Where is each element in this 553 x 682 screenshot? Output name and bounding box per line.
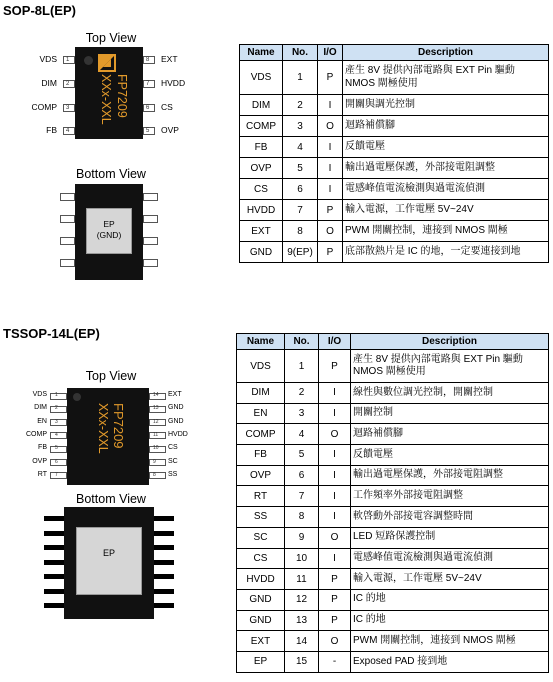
pin-number: 4 xyxy=(55,431,58,438)
table-cell: 9(EP) xyxy=(283,242,318,263)
pin-label: VDS xyxy=(39,54,57,64)
pin-label: HVDD xyxy=(168,430,188,438)
table-row xyxy=(240,116,549,137)
table-cell: 7 xyxy=(285,486,319,507)
description-cell: IC 的地 xyxy=(351,589,549,610)
description-cell: Exposed PAD 接到地 xyxy=(351,651,549,672)
table-cell: P xyxy=(319,610,351,631)
table-cell: 1 xyxy=(285,350,319,383)
description-cell: 開關與調光控制 xyxy=(343,95,549,116)
table-cell: 3 xyxy=(283,116,318,137)
pin-label: VDS xyxy=(32,391,47,398)
pin xyxy=(44,603,64,608)
pin xyxy=(154,545,174,550)
table-row xyxy=(237,569,549,590)
table-cell: 9 xyxy=(285,527,319,548)
chip-part-number: FP7209 xyxy=(115,74,129,118)
chip-part-number: FP7209 xyxy=(111,403,126,449)
pin xyxy=(149,459,166,466)
description-cell: 電感峰值電流檢測與過電流偵測 xyxy=(351,548,549,569)
pin xyxy=(50,432,67,439)
table-cell: EXT xyxy=(237,631,285,652)
table-cell: SC xyxy=(237,527,285,548)
description-cell: 反饋電壓 xyxy=(343,137,549,158)
pin-label: OVP xyxy=(161,125,179,135)
chip-marking-code: XXx-XXL xyxy=(99,74,113,125)
description-cell: PWM 開關控制，連接到 NMOS 閘極 xyxy=(343,221,549,242)
table-cell: P xyxy=(319,569,351,590)
table-cell: 15 xyxy=(285,651,319,672)
table-cell: OVP xyxy=(240,158,283,179)
pin xyxy=(50,472,67,479)
description-cell: 底部散熱片是 IC 的地，一定要連接到地 xyxy=(343,242,549,263)
pin-number: 2 xyxy=(66,81,70,87)
table-cell: I xyxy=(319,486,351,507)
pin-number: 7 xyxy=(146,81,150,87)
table-row xyxy=(237,465,549,486)
description-cell: 產生 8V 提供內部電路與 EXT Pin 驅動 NMOS 閘極使用 xyxy=(351,350,549,383)
exposed-pad-sublabel: (GND) xyxy=(96,229,122,240)
table-cell: EXT xyxy=(240,221,283,242)
table-cell: HVDD xyxy=(240,200,283,221)
table-row xyxy=(240,61,549,95)
tssop14-top-view-label: Top View xyxy=(85,369,137,383)
table-cell: VDS xyxy=(240,61,283,95)
table-cell: O xyxy=(318,221,343,242)
column-header: Name xyxy=(240,45,283,61)
sop8-top-view-label: Top View xyxy=(85,31,137,45)
table-row xyxy=(237,424,549,445)
table-cell: EP xyxy=(237,651,285,672)
column-header: No. xyxy=(285,334,319,350)
table-cell: 7 xyxy=(283,200,318,221)
description-cell: 電感峰值電流檢測與過電流偵測 xyxy=(343,179,549,200)
table-cell: I xyxy=(318,179,343,200)
tssop14-bottom-view-label: Bottom View xyxy=(76,492,146,506)
table-cell: OVP xyxy=(237,465,285,486)
pin-number: 14 xyxy=(153,392,159,398)
pin-number: 2 xyxy=(55,405,58,412)
description-cell: 輸入電源，工作電壓 5V~24V xyxy=(351,569,549,590)
table-cell: 14 xyxy=(285,631,319,652)
table-cell: P xyxy=(319,350,351,383)
table-cell: I xyxy=(319,383,351,404)
pin-label: OVP xyxy=(32,457,47,465)
table-cell: P xyxy=(318,200,343,221)
table-cell: 4 xyxy=(283,137,318,158)
table-cell: DIM xyxy=(240,95,283,116)
exposed-pad-label: EP xyxy=(103,219,115,229)
sop8-bottom-view-label: Bottom View xyxy=(76,167,146,181)
column-header: I/O xyxy=(319,334,351,350)
table-cell: I xyxy=(319,445,351,466)
pin-label: CS xyxy=(168,444,178,452)
table-cell: I xyxy=(319,548,351,569)
pin-label: SC xyxy=(168,457,178,465)
table-cell: P xyxy=(319,589,351,610)
pin-label: GND xyxy=(168,417,184,425)
table-row xyxy=(240,221,549,242)
table-row xyxy=(237,403,549,424)
pin xyxy=(50,459,67,466)
table-row xyxy=(240,242,549,263)
table-cell: 5 xyxy=(285,445,319,466)
table-row xyxy=(237,350,549,383)
table-cell: O xyxy=(319,631,351,652)
table-cell: 13 xyxy=(285,610,319,631)
pin xyxy=(44,545,64,550)
pin xyxy=(143,237,158,245)
table-cell: FB xyxy=(237,445,285,466)
pin-label: CS xyxy=(161,102,173,112)
table-cell: 12 xyxy=(285,589,319,610)
pin-number: 1 xyxy=(66,57,70,63)
pin xyxy=(60,215,75,223)
table-cell: 3 xyxy=(285,403,319,424)
table-cell: O xyxy=(319,424,351,445)
table-cell: 4 xyxy=(285,424,319,445)
column-header: Description xyxy=(343,45,549,61)
table-cell: SS xyxy=(237,507,285,528)
tssop14-pin-table xyxy=(236,333,549,673)
table-cell: CS xyxy=(240,179,283,200)
column-header: No. xyxy=(283,45,318,61)
table-cell: FB xyxy=(240,137,283,158)
description-cell: 迴路補償腳 xyxy=(351,424,549,445)
table-row xyxy=(240,95,549,116)
pin xyxy=(154,589,174,594)
pin-label: EXT xyxy=(168,391,182,398)
pin xyxy=(50,393,67,400)
table-cell: I xyxy=(318,158,343,179)
table-cell: 2 xyxy=(283,95,318,116)
pin-number: 3 xyxy=(55,418,58,425)
pin-number: 12 xyxy=(153,418,159,425)
pin xyxy=(143,215,158,223)
tssop14-title: TSSOP-14L(EP) xyxy=(3,326,100,341)
pin-label: HVDD xyxy=(161,78,186,88)
table-cell: I xyxy=(319,403,351,424)
pin xyxy=(154,603,174,608)
pin xyxy=(149,472,166,479)
table-row xyxy=(240,200,549,221)
pin-number: 3 xyxy=(66,105,70,111)
pin-number: 10 xyxy=(153,445,159,452)
table-cell: O xyxy=(319,527,351,548)
sop8-pin-table xyxy=(239,44,549,263)
table-cell: RT xyxy=(237,486,285,507)
exposed-pad xyxy=(86,208,132,254)
table-row xyxy=(240,158,549,179)
table-cell: I xyxy=(319,465,351,486)
column-header: Description xyxy=(351,334,549,350)
description-cell: IC 的地 xyxy=(351,610,549,631)
table-cell: 2 xyxy=(285,383,319,404)
pin-label: FB xyxy=(46,125,57,135)
pin xyxy=(44,574,64,579)
table-cell: I xyxy=(318,137,343,158)
pin xyxy=(154,516,174,521)
table-row xyxy=(237,527,549,548)
pin-number: 5 xyxy=(146,128,150,134)
pin xyxy=(60,193,75,201)
table-row xyxy=(237,445,549,466)
pin xyxy=(44,589,64,594)
table-cell: 6 xyxy=(285,465,319,486)
description-cell: 線性與數位調光控制，開關控制 xyxy=(351,383,549,404)
table-cell: 5 xyxy=(283,158,318,179)
pin xyxy=(44,560,64,565)
table-cell: GND xyxy=(240,242,283,263)
pin-label: EN xyxy=(37,417,47,425)
pin-label: DIM xyxy=(34,404,47,412)
pin-number: 11 xyxy=(153,431,159,438)
pin xyxy=(154,574,174,579)
exposed-pad xyxy=(76,527,142,595)
pin-number: 8 xyxy=(146,57,150,63)
table-cell: 6 xyxy=(283,179,318,200)
pin xyxy=(60,237,75,245)
table-cell: 10 xyxy=(285,548,319,569)
pin xyxy=(44,516,64,521)
table-row xyxy=(237,507,549,528)
pin-label: COMP xyxy=(31,102,57,112)
description-cell: 工作頻率外部接電阻調整 xyxy=(351,486,549,507)
pin-number: 9 xyxy=(153,458,156,465)
table-cell: HVDD xyxy=(237,569,285,590)
description-cell: 輸出過電壓保護，外部接電阻調整 xyxy=(343,158,549,179)
pin-number: 7 xyxy=(55,471,58,478)
table-row xyxy=(237,486,549,507)
pin-label: COMP xyxy=(26,430,47,438)
table-cell: COMP xyxy=(240,116,283,137)
table-cell: EN xyxy=(237,403,285,424)
table-row xyxy=(237,383,549,404)
pin xyxy=(44,531,64,536)
pin-label: EXT xyxy=(161,54,178,64)
pin-number: 6 xyxy=(55,458,58,465)
table-cell: GND xyxy=(237,610,285,631)
table-cell: O xyxy=(318,116,343,137)
pin xyxy=(50,419,67,426)
exposed-pad-label: EP xyxy=(102,548,115,558)
brand-logo-icon xyxy=(98,54,116,72)
table-cell: 8 xyxy=(285,507,319,528)
pin xyxy=(50,406,67,413)
table-cell: P xyxy=(318,242,343,263)
pin1-dot xyxy=(84,56,93,65)
table-cell: VDS xyxy=(237,350,285,383)
table-cell: COMP xyxy=(237,424,285,445)
description-cell: 反饋電壓 xyxy=(351,445,549,466)
description-cell: 迴路補償腳 xyxy=(343,116,549,137)
description-cell: 輸入電源，工作電壓 5V~24V xyxy=(343,200,549,221)
table-cell: CS xyxy=(237,548,285,569)
table-cell: I xyxy=(319,507,351,528)
pin xyxy=(154,531,174,536)
description-cell: 開關控制 xyxy=(351,403,549,424)
pin xyxy=(50,446,67,453)
table-cell: 1 xyxy=(283,61,318,95)
pin-label: SS xyxy=(168,470,178,478)
column-header: Name xyxy=(237,334,285,350)
table-row xyxy=(237,548,549,569)
column-header: I/O xyxy=(318,45,343,61)
table-cell: - xyxy=(319,651,351,672)
pin-label: RT xyxy=(37,470,47,478)
pin-number: 6 xyxy=(146,105,150,111)
description-cell: 軟啓動外部接電容調整時間 xyxy=(351,507,549,528)
table-row xyxy=(237,651,549,672)
table-cell: P xyxy=(318,61,343,95)
table-cell: 8 xyxy=(283,221,318,242)
pin-number: 13 xyxy=(153,405,159,412)
pin-label: GND xyxy=(168,404,184,412)
pin xyxy=(143,259,158,267)
table-cell: DIM xyxy=(237,383,285,404)
description-cell: 輸出過電壓保護，外部接電阻調整 xyxy=(351,465,549,486)
pin-number: 1 xyxy=(55,392,58,398)
table-cell: 11 xyxy=(285,569,319,590)
table-row xyxy=(237,589,549,610)
pin-label: DIM xyxy=(41,78,57,88)
table-row xyxy=(240,179,549,200)
pin-number: 8 xyxy=(153,471,156,478)
description-cell: 產生 8V 提供內部電路與 EXT Pin 驅動 NMOS 閘極使用 xyxy=(343,61,549,95)
description-cell: PWM 開關控制，連接到 NMOS 閘極 xyxy=(351,631,549,652)
table-cell: I xyxy=(318,95,343,116)
description-cell: LED 短路保護控制 xyxy=(351,527,549,548)
table-cell: GND xyxy=(237,589,285,610)
chip-marking-code: XXx-XXL xyxy=(96,403,110,454)
pin xyxy=(154,560,174,565)
pin-label: FB xyxy=(38,444,47,452)
table-row xyxy=(237,631,549,652)
pin-number: 5 xyxy=(55,445,58,452)
table-row xyxy=(237,610,549,631)
sop8-title: SOP-8L(EP) xyxy=(3,3,76,18)
pin xyxy=(60,259,75,267)
pin1-dot xyxy=(73,393,81,401)
pin xyxy=(143,193,158,201)
pin-number: 4 xyxy=(66,128,70,134)
table-row xyxy=(240,137,549,158)
